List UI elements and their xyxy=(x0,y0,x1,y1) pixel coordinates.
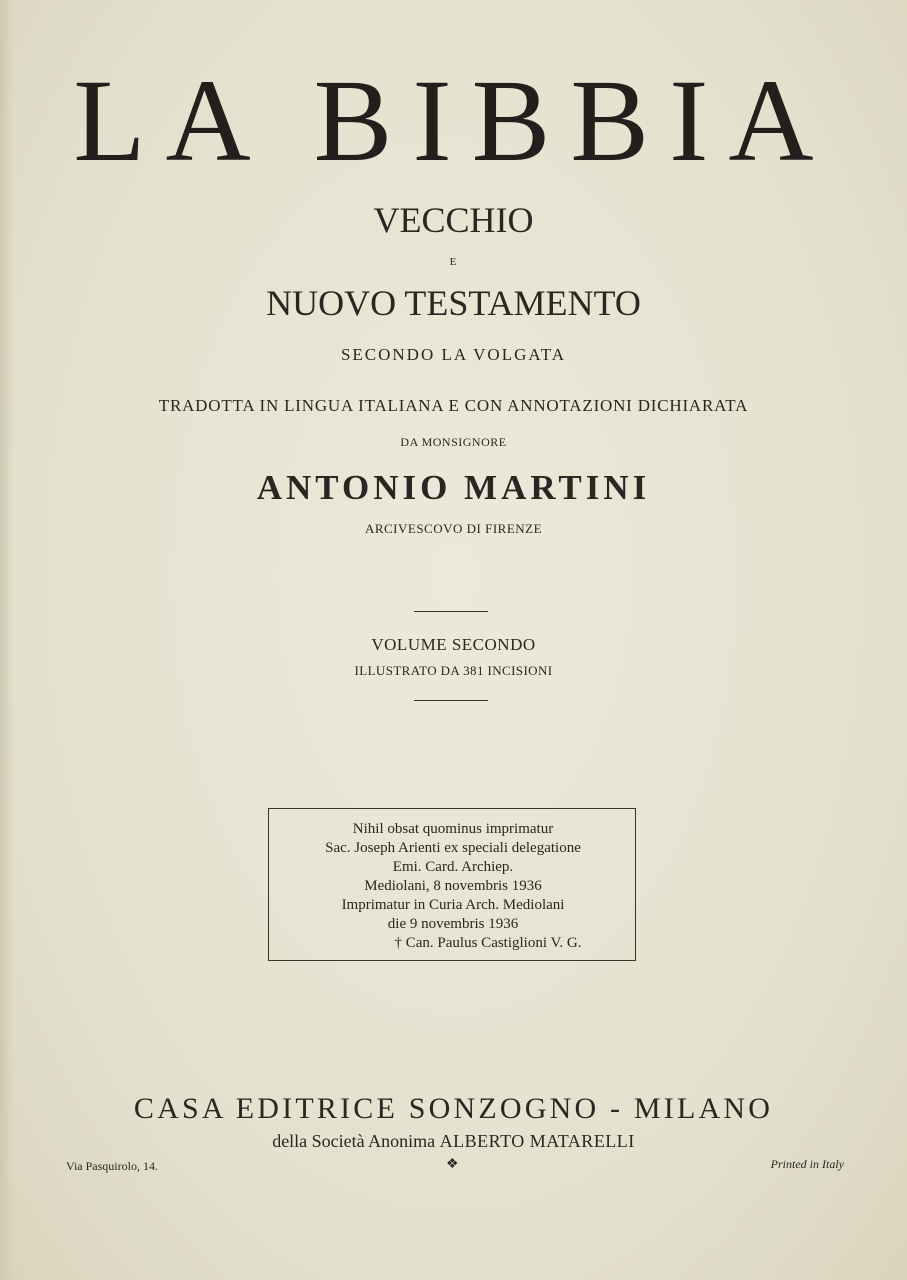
translation-note: TRADOTTA IN LINGUA ITALIANA E CON ANNOTAZIONI DICHIARATA xyxy=(158,396,749,415)
imprimatur-signature: † Can. Paulus Castiglioni V. G. xyxy=(394,935,582,951)
subtitle-new-testament: NUOVO TESTAMENTO xyxy=(266,283,641,323)
company-line xyxy=(0,1132,907,1150)
book-title: LA BIBBIA xyxy=(73,55,834,186)
divider-bottom xyxy=(414,700,488,701)
divider-top xyxy=(414,611,488,612)
illustrations-note: ILLUSTRATO DA 381 INCISIONI xyxy=(354,663,553,678)
company-prefix: della Società Anonima xyxy=(272,1131,436,1151)
author-name: ANTONIO MARTINI xyxy=(256,468,651,507)
imprimatur-line: Imprimatur in Curia Arch. Mediolani xyxy=(341,897,565,913)
publisher-name: CASA EDITRICE SONZOGNO - MILANO xyxy=(133,1092,774,1125)
volume-label: VOLUME SECONDO xyxy=(371,635,536,654)
imprimatur-line: Sac. Joseph Arienti ex speciali delegatione xyxy=(325,840,581,856)
printed-in-note: Printed in Italy xyxy=(770,1157,844,1171)
publisher-address: Via Pasquirolo, 14. xyxy=(66,1159,158,1173)
imprimatur-line: Nihil obsat quominus imprimatur xyxy=(352,821,554,837)
subtitle-conjunction: E xyxy=(449,256,458,268)
subtitle-old-testament: VECCHIO xyxy=(373,200,534,240)
author-title: ARCIVESCOVO DI FIRENZE xyxy=(364,521,543,536)
imprimatur-line: Mediolani, 8 novembris 1936 xyxy=(364,878,542,894)
imprimatur-line: die 9 novembris 1936 xyxy=(387,916,519,932)
company-name: ALBERTO MATARELLI xyxy=(439,1131,635,1151)
imprimatur-box xyxy=(268,808,636,961)
imprimatur-line: Emi. Card. Archiep. xyxy=(392,859,514,875)
vulgate-note: SECONDO LA VOLGATA xyxy=(340,345,567,364)
fleuron-icon: ❖ xyxy=(446,1157,459,1172)
by-monsignor: DA MONSIGNORE xyxy=(400,435,507,449)
